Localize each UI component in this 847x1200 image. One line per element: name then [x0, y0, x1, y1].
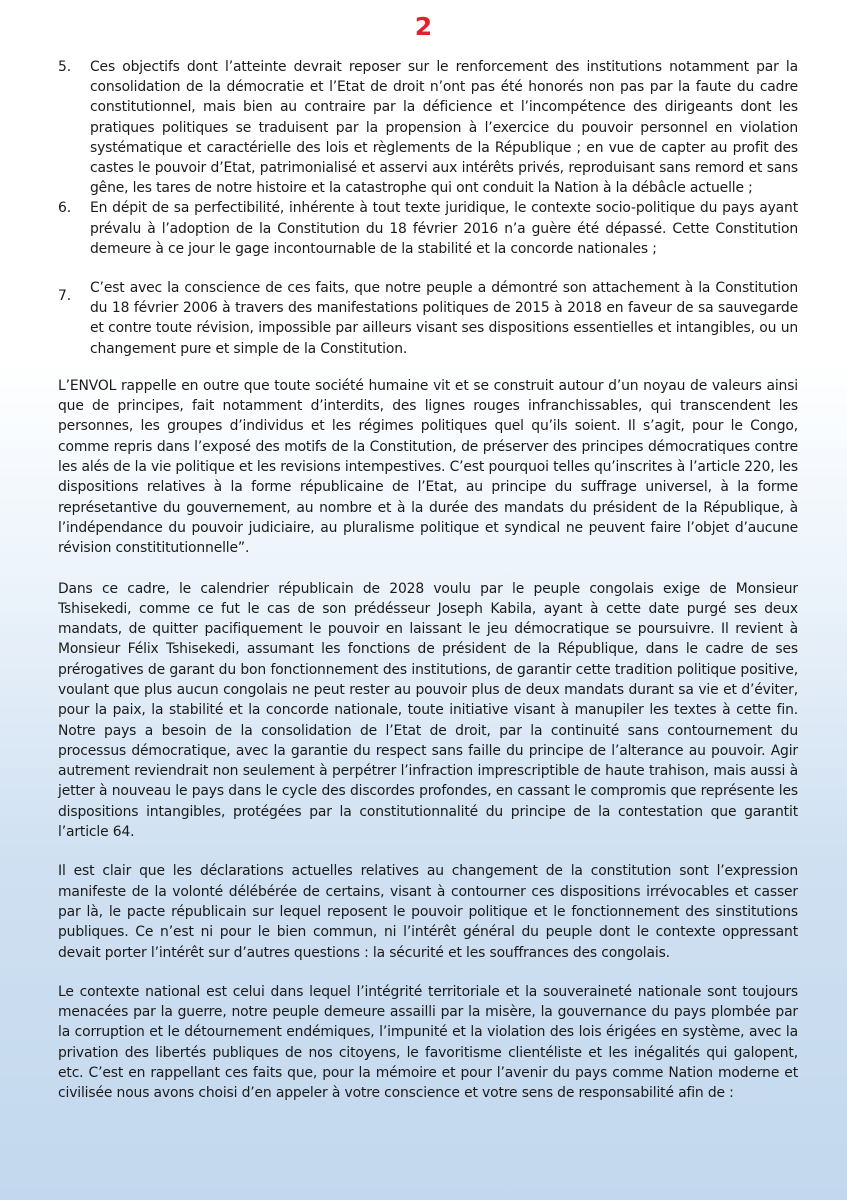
list-item — [58, 278, 798, 359]
paragraph-envol-values: L’ENVOL rappelle en outre que toute société humaine vit et se construit autour d’un noyau de valeurs ainsi que de principes, fait notamment d’interdits, des lignes rouges infranchissables, qui transcendent les personnes, les groupes d’individus et les régimes politiques quel qu’ils soient. Il s’agit, pour le Congo, comme repris dans l’exposé des motifs de la Constitution, de préserver des principes démocratiques contre les alés de la vie politique et les revisions intempestives. C’est pourquoi telles qu’inscrites à l’article 220, les dispositions relatives à la forme républicaine de l’Etat, au principe du suffrage universel, à la forme représetantive du gouvernement, au nombre et à la durée des mandats du président de la République, à l’indépendance du pouvoir judiciaire, au pluralisme politique et syndical ne peuvent faire l’objet d’aucune révision constititutionnelle”. — [58, 377, 798, 557]
paragraph-national-context: Le contexte national est celui dans lequel l’intégrité territoriale et la souveraineté nationale sont toujours menacées par la guerre, notre peuple demeure assailli par la misère, la gouvernance du pays plombée par la corruption et le détournement endémiques, l’impunité et la violation des lois érigées en système, avec la privation des libertés publiques de nos citoyens, le favoritisme clientéliste et les inégalités qui galopent, etc. C’est en rappellant ces faits que, pour la mémoire et pour l’avenir du pays comme Nation moderne et civilisée nous avons choisi d’en appeler à votre conscience et votre sens de responsabilité afin de : — [58, 983, 798, 1102]
list-item-text: Ces objectifs dont l’atteinte devrait reposer sur le renforcement des institutions notamment par la consolidation de la démocratie et l’Etat de droit n’ont pas été honorés non pas par la faute du cadre constitutionnel, mais bien au contraire par la déficience et l’incompétence des dirigeants dont les pratiques politiques se traduisent par la propension à l’exercice du pouvoir personnel en violation systématique et caractérielle des lois et règlements de la République ; en vue de capter au profit des castes le pouvoir d’Etat, patrimonialisé et asservi aux intérêts privés, reproduisant sans remord et sans gêne, les tares de notre histoire et la catastrophe qui ont conduit la Nation à la débâcle actuelle ; — [90, 59, 798, 197]
list-item-text: C’est avec la conscience de ces faits, que notre peuple a démontré son attachement à la Constitution du 18 février 2006 à travers des manifestations politiques de 2015 à 2018 en faveur de sa sauvegarde et contre toute révision, impossible par ailleurs visant ses dispositions essentielles et intangibles, ou un changement pure et simple de la Constitution. — [90, 280, 798, 357]
list-item-text: En dépit de sa perfectibilité, inhérente à tout texte juridique, le contexte socio-politique du pays ayant prévalu à l’adoption de la Constitution du 18 février 2016 n’a guère été dépassé. Cette Constitution demeure à ce jour le gage incontournable de la stabilité et la concorde nationales ; — [90, 200, 798, 257]
list-item-number: 6. — [58, 200, 71, 217]
list-item — [58, 198, 798, 259]
list-item — [58, 57, 798, 198]
list-item-number: 5. — [58, 59, 71, 75]
document-body — [58, 57, 798, 1104]
page-number: 2 — [414, 12, 433, 41]
list-item-number: 7. — [58, 288, 71, 305]
paragraph-republican-calendar: Dans ce cadre, le calendrier républicain de 2028 voulu par le peuple congolais exige de Monsieur Tshisekedi, comme ce fut le cas de son prédésseur Joseph Kabila, ayant à cette date purgé ses deux mandats, de quitter pacifiquement le pouvoir en laissant le jeu démocratique se poursuivre. Il revient à Monsieur Félix Tshisekedi, assumant les fonctions de président de la République, dans le cadre de ses prérogatives de garant du bon fonctionnement des institutions, de garantir cette tradition politique positive, voulant que plus aucun congolais ne peut rester au pouvoir plus de deux mandats durant sa vie et d’éviter, pour la paix, la stabilité et la concorde nationale, toute initiative visant à manupiler les textes à cette fin. Notre pays a besoin de la consolidation de l’Etat de droit, par la continuité sans contournement du processus démocratique, avec la garantie du respect sans faille du principe de l’alterance au pouvoir. Agir autrement reviendrait non seulement à perpétrer l’infraction imprescriptible de haute trahison, mais aussi à jetter à nouveau le pays dans le cycle des discordes profondes, en cassant le compromis que représente les dispositions intangibles, protégées par la constitutionnalité du principe de la contestation que garantit l’article 64. — [58, 580, 798, 841]
paragraph-constitution-change: Il est clair que les déclarations actuelles relatives au changement de la constitution sont l’expression manifeste de la volonté délébérée de certains, visant à contourner ces dispositions irrévocables et casser par là, le pacte républicain sur lequel reposent le pouvoir politique et le fonctionnement des sinstitutions publiques. Ce n’est ni pour le bien commun, ni l’intérêt général du peuple dont le contexte oppressant devait porter l’intérêt sur d’autres questions : la sécurité et les souffrances des congolais. — [58, 863, 798, 961]
